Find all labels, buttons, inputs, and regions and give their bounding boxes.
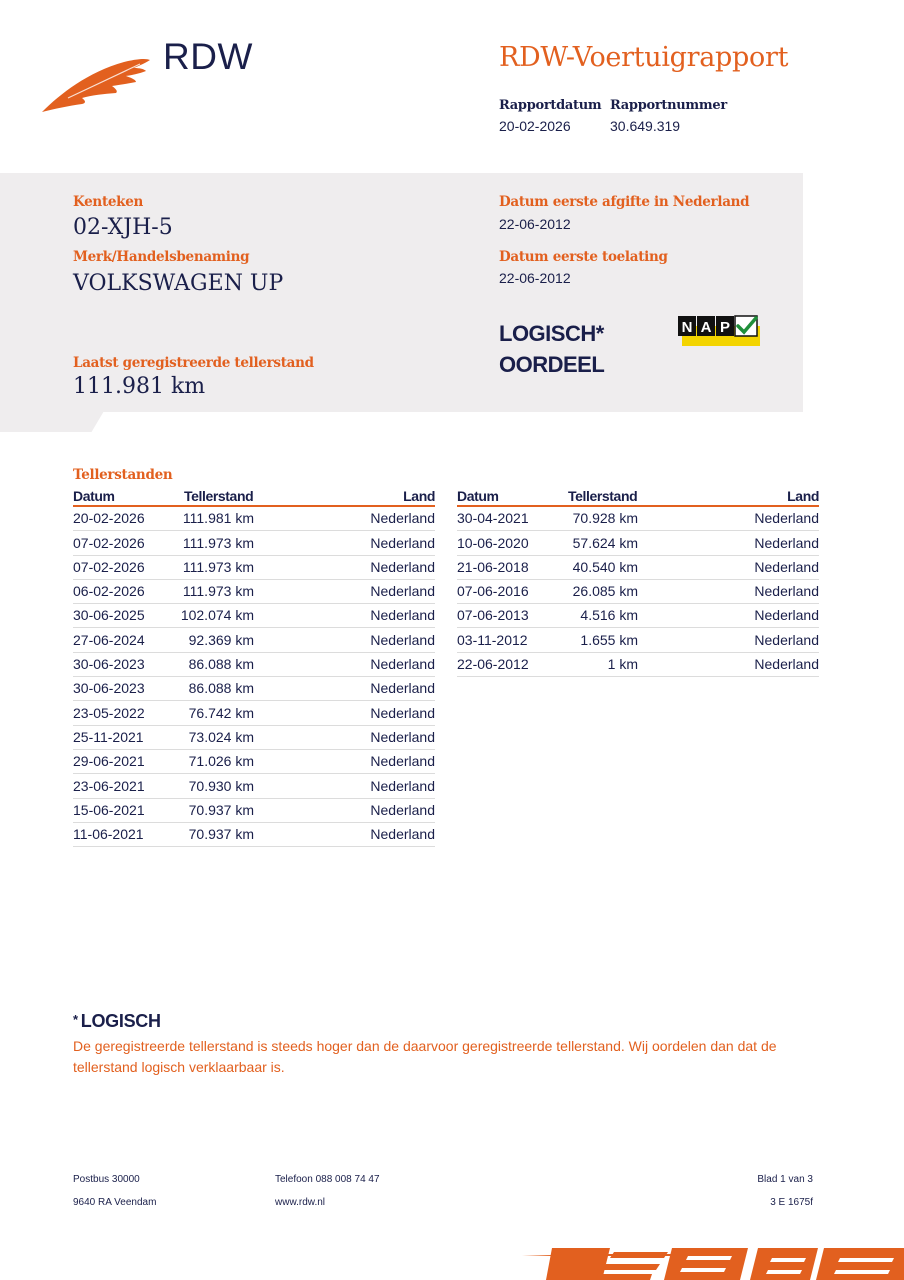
table-body bbox=[457, 507, 819, 677]
row-reading: 70.928 km bbox=[572, 510, 638, 527]
table-row bbox=[73, 750, 435, 774]
row-country: Nederland bbox=[370, 704, 435, 721]
footer-address-1: Postbus 30000 bbox=[73, 1174, 140, 1185]
row-country: Nederland bbox=[370, 510, 435, 527]
verdict-line-2: OORDEEL bbox=[499, 352, 605, 377]
row-country: Nederland bbox=[370, 801, 435, 818]
row-reading: 70.937 km bbox=[188, 801, 254, 818]
table-row bbox=[457, 604, 819, 628]
row-country: Nederland bbox=[370, 631, 435, 648]
footer-code: 3 E 1675f bbox=[770, 1197, 813, 1208]
table-row bbox=[457, 628, 819, 652]
table-row bbox=[73, 677, 435, 701]
row-country: Nederland bbox=[370, 558, 435, 575]
row-reading: 71.026 km bbox=[188, 753, 254, 770]
row-date: 20-02-2026 bbox=[73, 510, 145, 527]
table-row bbox=[457, 653, 819, 677]
row-country: Nederland bbox=[754, 607, 819, 624]
nap-letter-a: A bbox=[700, 319, 712, 336]
row-country: Nederland bbox=[754, 583, 819, 600]
row-reading: 70.937 km bbox=[188, 826, 254, 843]
readings-table-left bbox=[73, 488, 435, 847]
verdict-line-1: LOGISCH* bbox=[499, 321, 604, 346]
verdict bbox=[499, 318, 604, 380]
row-reading: 1.655 km bbox=[580, 631, 638, 648]
row-country: Nederland bbox=[754, 656, 819, 673]
first-issue-label: Datum eerste afgifte in Nederland bbox=[499, 194, 750, 210]
row-country: Nederland bbox=[370, 607, 435, 624]
row-country: Nederland bbox=[370, 583, 435, 600]
row-date: 30-04-2021 bbox=[457, 510, 529, 527]
first-admission-label: Datum eerste toelating bbox=[499, 249, 668, 265]
panel-tab bbox=[0, 411, 104, 432]
nap-letter-n: N bbox=[681, 319, 693, 336]
table-row bbox=[73, 531, 435, 555]
row-country: Nederland bbox=[754, 534, 819, 551]
rdw-stripes-icon bbox=[518, 1244, 904, 1280]
row-reading: 111.973 km bbox=[182, 558, 254, 575]
table-row bbox=[73, 628, 435, 652]
row-reading: 70.930 km bbox=[188, 777, 254, 794]
report-date-label: Rapportdatum bbox=[499, 98, 602, 113]
rdw-feather-logo-icon bbox=[40, 52, 152, 114]
row-date: 07-06-2016 bbox=[457, 583, 529, 600]
table-row bbox=[457, 580, 819, 604]
row-date: 10-06-2020 bbox=[457, 534, 529, 551]
table-row bbox=[73, 774, 435, 798]
table-body bbox=[73, 507, 435, 847]
row-date: 27-06-2024 bbox=[73, 631, 145, 648]
footer-address-2: 9640 RA Veendam bbox=[73, 1197, 157, 1208]
row-date: 06-02-2026 bbox=[73, 583, 145, 600]
row-country: Nederland bbox=[754, 510, 819, 527]
report-date: 20-02-2026 bbox=[499, 118, 571, 134]
row-reading: 111.981 km bbox=[182, 510, 254, 527]
report-title: RDW-Voertuigrapport bbox=[499, 42, 789, 73]
row-date: 07-02-2026 bbox=[73, 534, 145, 551]
header-date: Datum bbox=[457, 488, 499, 504]
footer-website[interactable]: www.rdw.nl bbox=[275, 1197, 326, 1208]
row-country: Nederland bbox=[370, 777, 435, 794]
row-reading: 102.074 km bbox=[180, 607, 254, 624]
table-row bbox=[73, 556, 435, 580]
row-reading: 26.085 km bbox=[572, 583, 638, 600]
row-date: 07-02-2026 bbox=[73, 558, 145, 575]
header-reading: Tellerstand bbox=[184, 488, 254, 504]
row-date: 30-06-2023 bbox=[73, 680, 145, 697]
table-header bbox=[73, 488, 435, 507]
odometer-label: Laatst geregistreerde tellerstand bbox=[73, 355, 314, 371]
row-reading: 86.088 km bbox=[188, 656, 254, 673]
footer-phone: Telefoon 088 008 74 47 bbox=[275, 1174, 380, 1185]
footnote-title-text: LOGISCH bbox=[80, 1011, 161, 1031]
odometer-value: 111.981 km bbox=[73, 374, 206, 399]
row-country: Nederland bbox=[370, 826, 435, 843]
row-reading: 92.369 km bbox=[188, 631, 254, 648]
footnote-text: De geregistreerde tellerstand is steeds hoger dan de daarvoor geregistreerde tellerstand. Wij oordelen dan dat de tellerstand logisch verklaarbaar is. bbox=[73, 1038, 777, 1075]
row-date: 07-06-2013 bbox=[457, 607, 529, 624]
row-reading: 40.540 km bbox=[572, 558, 638, 575]
row-country: Nederland bbox=[370, 680, 435, 697]
footnote-title bbox=[73, 1011, 161, 1032]
nap-check-icon bbox=[678, 314, 760, 348]
row-date: 30-06-2025 bbox=[73, 607, 145, 624]
table-row bbox=[73, 580, 435, 604]
row-date: 29-06-2021 bbox=[73, 753, 145, 770]
row-reading: 76.742 km bbox=[188, 704, 254, 721]
row-reading: 73.024 km bbox=[188, 728, 254, 745]
report-number-label: Rapportnummer bbox=[610, 98, 727, 113]
brand-name: RDW bbox=[163, 36, 253, 77]
row-country: Nederland bbox=[370, 728, 435, 745]
table-row bbox=[73, 701, 435, 725]
row-reading: 111.973 km bbox=[182, 534, 254, 551]
row-date: 15-06-2021 bbox=[73, 801, 145, 818]
row-date: 22-06-2012 bbox=[457, 656, 529, 673]
table-row bbox=[73, 726, 435, 750]
row-country: Nederland bbox=[754, 558, 819, 575]
row-date: 30-06-2023 bbox=[73, 656, 145, 673]
row-date: 21-06-2018 bbox=[457, 558, 529, 575]
table-row bbox=[73, 604, 435, 628]
table-header bbox=[457, 488, 819, 507]
row-date: 25-11-2021 bbox=[73, 728, 144, 745]
row-country: Nederland bbox=[754, 631, 819, 648]
table-row bbox=[73, 507, 435, 531]
table-row bbox=[73, 823, 435, 847]
footnote-star: * bbox=[73, 1012, 78, 1027]
row-reading: 111.973 km bbox=[182, 583, 254, 600]
header-country: Land bbox=[403, 488, 435, 504]
row-country: Nederland bbox=[370, 753, 435, 770]
table-row bbox=[457, 507, 819, 531]
nap-letter-p: P bbox=[719, 319, 731, 336]
header-reading: Tellerstand bbox=[568, 488, 638, 504]
row-reading: 57.624 km bbox=[572, 534, 638, 551]
table-row bbox=[73, 799, 435, 823]
row-reading: 4.516 km bbox=[580, 607, 638, 624]
row-reading: 86.088 km bbox=[188, 680, 254, 697]
row-date: 23-06-2021 bbox=[73, 777, 145, 794]
plate-label: Kenteken bbox=[73, 194, 144, 210]
first-issue-date: 22-06-2012 bbox=[499, 216, 571, 232]
header-date: Datum bbox=[73, 488, 115, 504]
row-reading: 1 km bbox=[607, 656, 638, 673]
table-row bbox=[457, 531, 819, 555]
header-country: Land bbox=[787, 488, 819, 504]
report-number: 30.649.319 bbox=[610, 118, 681, 134]
row-date: 23-05-2022 bbox=[73, 704, 145, 721]
table-row bbox=[73, 653, 435, 677]
footer-page-number: Blad 1 van 3 bbox=[757, 1174, 813, 1185]
plate-number: 02-XJH-5 bbox=[73, 215, 173, 240]
readings-title: Tellerstanden bbox=[73, 467, 173, 483]
make-label: Merk/Handelsbenaming bbox=[73, 249, 250, 265]
row-date: 11-06-2021 bbox=[73, 826, 144, 843]
row-country: Nederland bbox=[370, 534, 435, 551]
first-admission-date: 22-06-2012 bbox=[499, 270, 571, 286]
row-date: 03-11-2012 bbox=[457, 631, 528, 648]
table-row bbox=[457, 556, 819, 580]
readings-table-right bbox=[457, 488, 819, 677]
make-value: VOLKSWAGEN UP bbox=[73, 271, 284, 296]
row-country: Nederland bbox=[370, 656, 435, 673]
